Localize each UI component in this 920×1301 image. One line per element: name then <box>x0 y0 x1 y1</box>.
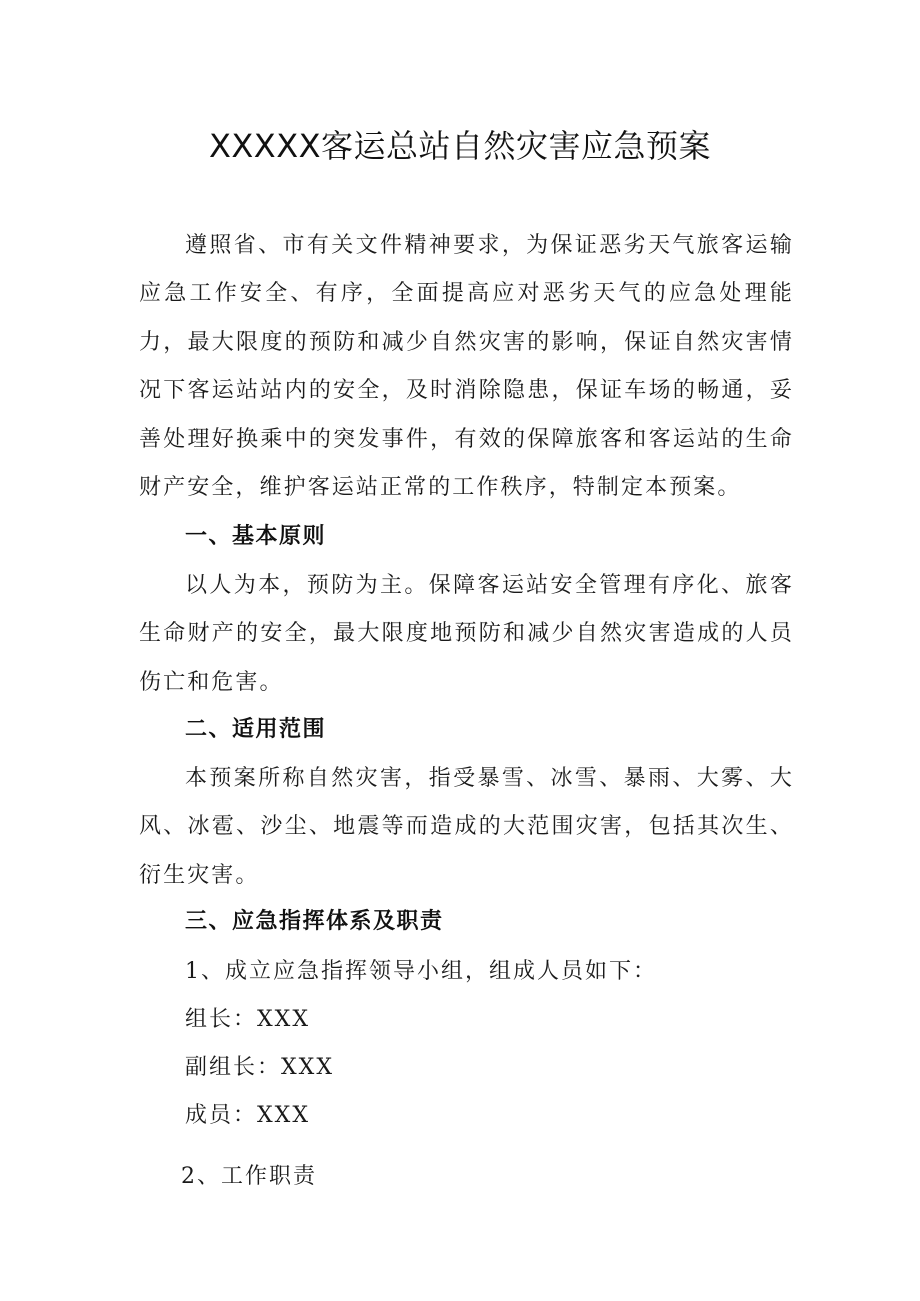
section-heading-command-system: 三、应急指挥体系及职责 <box>185 909 444 934</box>
list-item-group-leader: 组长：XXX <box>185 1007 310 1032</box>
intro-paragraph: 遵照省、市有关文件精神要求，为保证恶劣天气旅客运输应急工作安全、有序，全面提高应对恶劣天气的应急处理能力，最大限度的预防和减少自然灾害的影响，保证自然灾害情况下客运站站内的安全，及时消除隐患，保证车场的畅通，妥善处理好换乘中的突发事件，有效的保障旅客和客运站的生命财产安全，维护客运站正常的工作秩序，特制定本预案。 <box>139 233 794 501</box>
list-item-leadership-group: 1、成立应急指挥领导小组，组成人员如下： <box>185 959 657 984</box>
list-item-deputy-leader: 副组长：XXX <box>185 1055 334 1080</box>
scope-paragraph: 本预案所称自然灾害，指受暴雪、冰雪、暴雨、大雾、大风、冰雹、沙尘、地震等而造成的大范围灾害，包括其次生、衍生灾害。 <box>139 766 794 888</box>
list-item-members: 成员：XXX <box>185 1103 310 1128</box>
document-title: XXXXX客运总站自然灾害应急预案 <box>208 127 712 165</box>
section-heading-scope: 二、适用范围 <box>185 717 327 742</box>
section-heading-principles: 一、基本原则 <box>185 524 327 549</box>
principles-paragraph: 以人为本，预防为主。保障客运站安全管理有序化、旅客生命财产的安全，最大限度地预防和减少自然灾害造成的人员伤亡和危害。 <box>139 573 794 695</box>
list-item-work-duties: 2、工作职责 <box>181 1164 317 1189</box>
